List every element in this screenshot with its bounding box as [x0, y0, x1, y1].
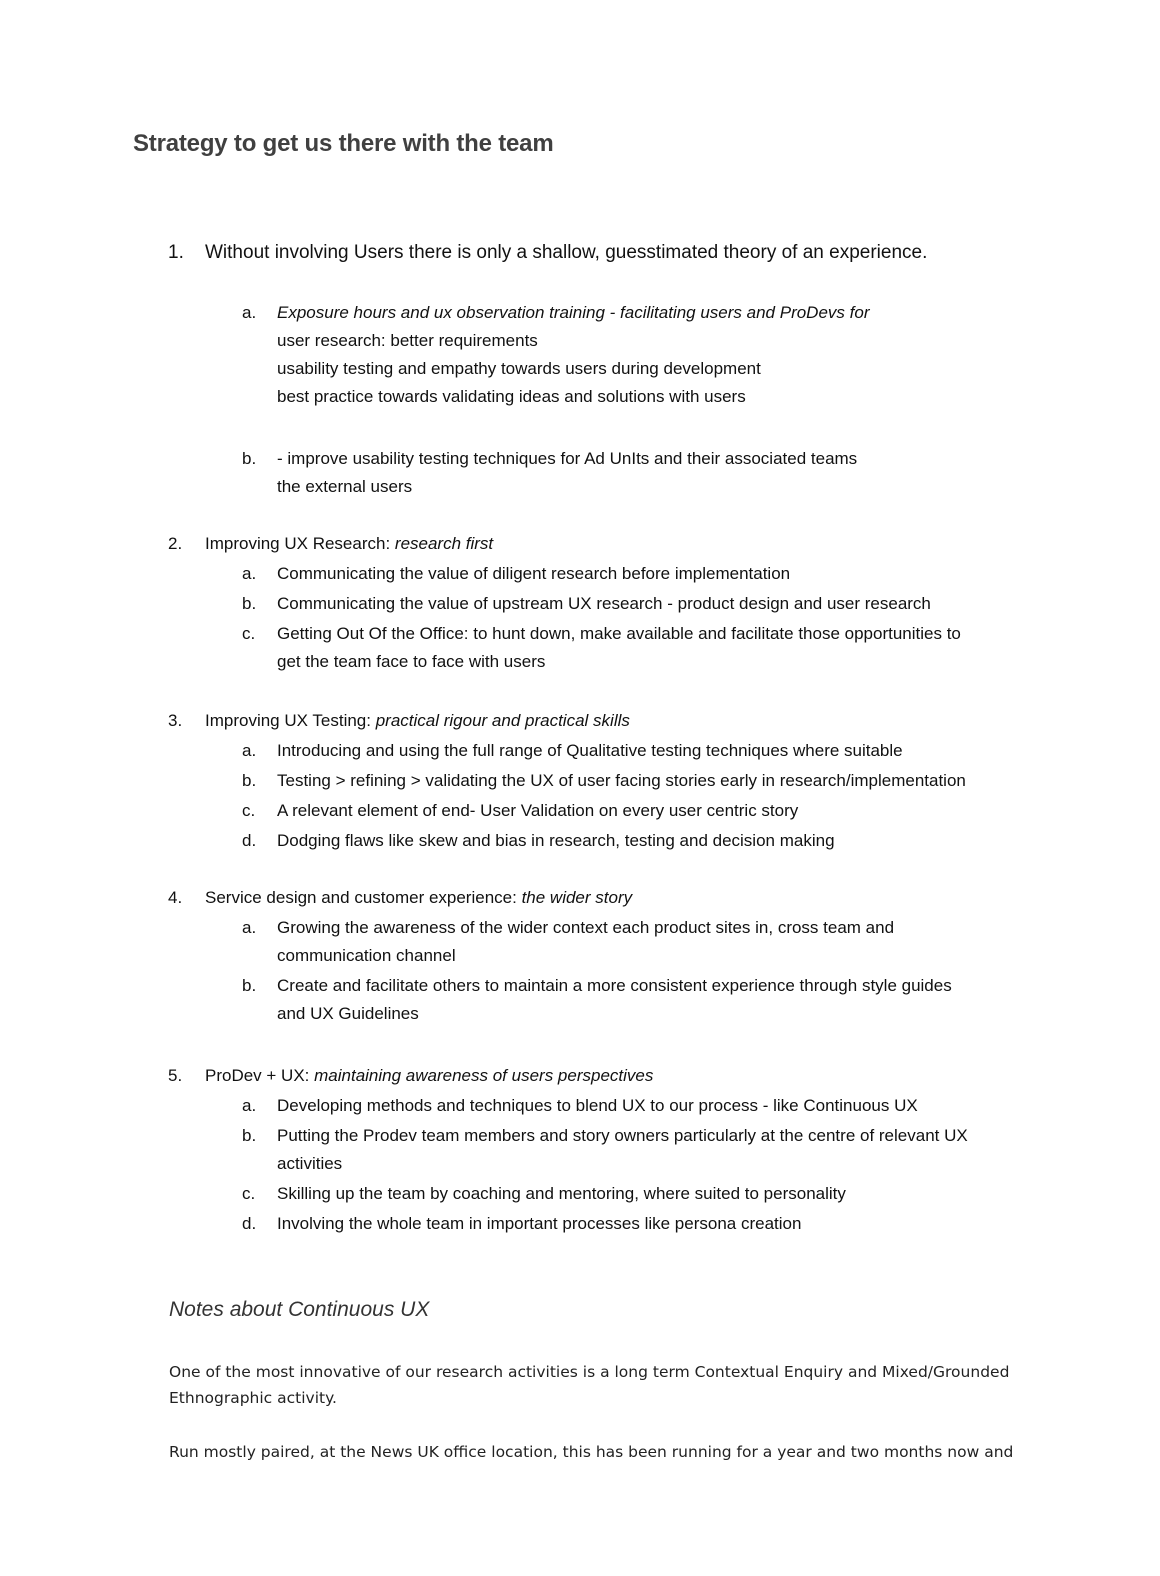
sub-list-text: Communicating the value of diligent research before implementation	[277, 564, 791, 583]
page-title: Strategy to get us there with the team	[133, 130, 554, 157]
sub-list-letter: a.	[242, 1096, 257, 1115]
sub-list-text: Introducing and using the full range of Qualitative testing techniques where suitable	[277, 741, 903, 760]
sub-list-text: get the team face to face with users	[277, 652, 546, 671]
sub-list-text: Create and facilitate others to maintain a more consistent experience through style guides	[277, 976, 952, 995]
sub-list-text: communication channel	[277, 946, 456, 965]
list-number: 3.	[168, 711, 183, 730]
sub-list-text: Skilling up the team by coaching and mentoring, where suited to personality	[277, 1184, 846, 1203]
list-item-text: Service design and customer experience: the wider story	[205, 888, 633, 907]
sub-list-text: Involving the whole team in important processes like persona creation	[277, 1214, 802, 1233]
sub-list-text: usability testing and empathy towards users during development	[277, 359, 761, 378]
sub-list-text: A relevant element of end- User Validation on every user centric story	[277, 801, 799, 820]
sub-list-letter: c.	[242, 1184, 256, 1203]
sub-list-letter: b.	[242, 771, 257, 790]
notes-paragraph: Ethnographic activity.	[169, 1389, 337, 1407]
list-number: 4.	[168, 888, 183, 907]
list-item-text: ProDev + UX: maintaining awareness of users perspectives	[205, 1066, 654, 1085]
sub-list-letter: b.	[242, 449, 257, 468]
sub-list-letter: b.	[242, 976, 257, 995]
sub-list-letter: b.	[242, 594, 257, 613]
notes-paragraph: Run mostly paired, at the News UK office location, this has been running for a year and two months now and	[169, 1443, 1014, 1461]
list-item-text: Improving UX Testing: practical rigour and practical skills	[205, 711, 630, 730]
sub-list-text: Developing methods and techniques to blend UX to our process - like Continuous UX	[277, 1096, 918, 1115]
notes-heading: Notes about Continuous UX	[169, 1298, 430, 1321]
list-item-text: Without involving Users there is only a shallow, guesstimated theory of an experience.	[205, 242, 928, 263]
sub-list-letter: c.	[242, 801, 256, 820]
list-number: 1.	[168, 242, 184, 263]
sub-list-letter: a.	[242, 564, 257, 583]
sub-list-text: Growing the awareness of the wider context each product sites in, cross team and	[277, 918, 895, 937]
sub-list-text: the external users	[277, 477, 413, 496]
sub-list-letter: c.	[242, 624, 256, 643]
sub-list-letter: a.	[242, 918, 257, 937]
sub-list-text: Dodging flaws like skew and bias in research, testing and decision making	[277, 831, 835, 850]
sub-list-letter: d.	[242, 1214, 257, 1233]
list-number: 2.	[168, 534, 183, 553]
sub-list-letter: a.	[242, 303, 257, 322]
sub-list-text: Communicating the value of upstream UX research - product design and user research	[277, 594, 931, 613]
sub-list-letter: d.	[242, 831, 257, 850]
list-number: 5.	[168, 1066, 183, 1085]
sub-list-text: best practice towards validating ideas and solutions with users	[277, 387, 746, 406]
sub-list-text: and UX Guidelines	[277, 1004, 419, 1023]
sub-list-text: Getting Out Of the Office: to hunt down, make available and facilitate those opportunities to	[277, 624, 961, 643]
sub-list-text: user research: better requirements	[277, 331, 538, 350]
sub-list-letter: b.	[242, 1126, 257, 1145]
sub-list-letter: a.	[242, 741, 257, 760]
sub-list-text: Putting the Prodev team members and story owners particularly at the centre of relevant UX	[277, 1126, 968, 1145]
list-item-text: Improving UX Research: research first	[205, 534, 494, 553]
sub-list-text: Exposure hours and ux observation training - facilitating users and ProDevs for	[277, 303, 870, 322]
sub-list-text: activities	[277, 1154, 343, 1173]
sub-list-text: Testing > refining > validating the UX of user facing stories early in research/implementation	[277, 771, 966, 790]
sub-list-text: - improve usability testing techniques for Ad UnIts and their associated teams	[277, 449, 858, 468]
notes-paragraph: One of the most innovative of our research activities is a long term Contextual Enquiry and Mixed/Grounded	[169, 1363, 1010, 1381]
